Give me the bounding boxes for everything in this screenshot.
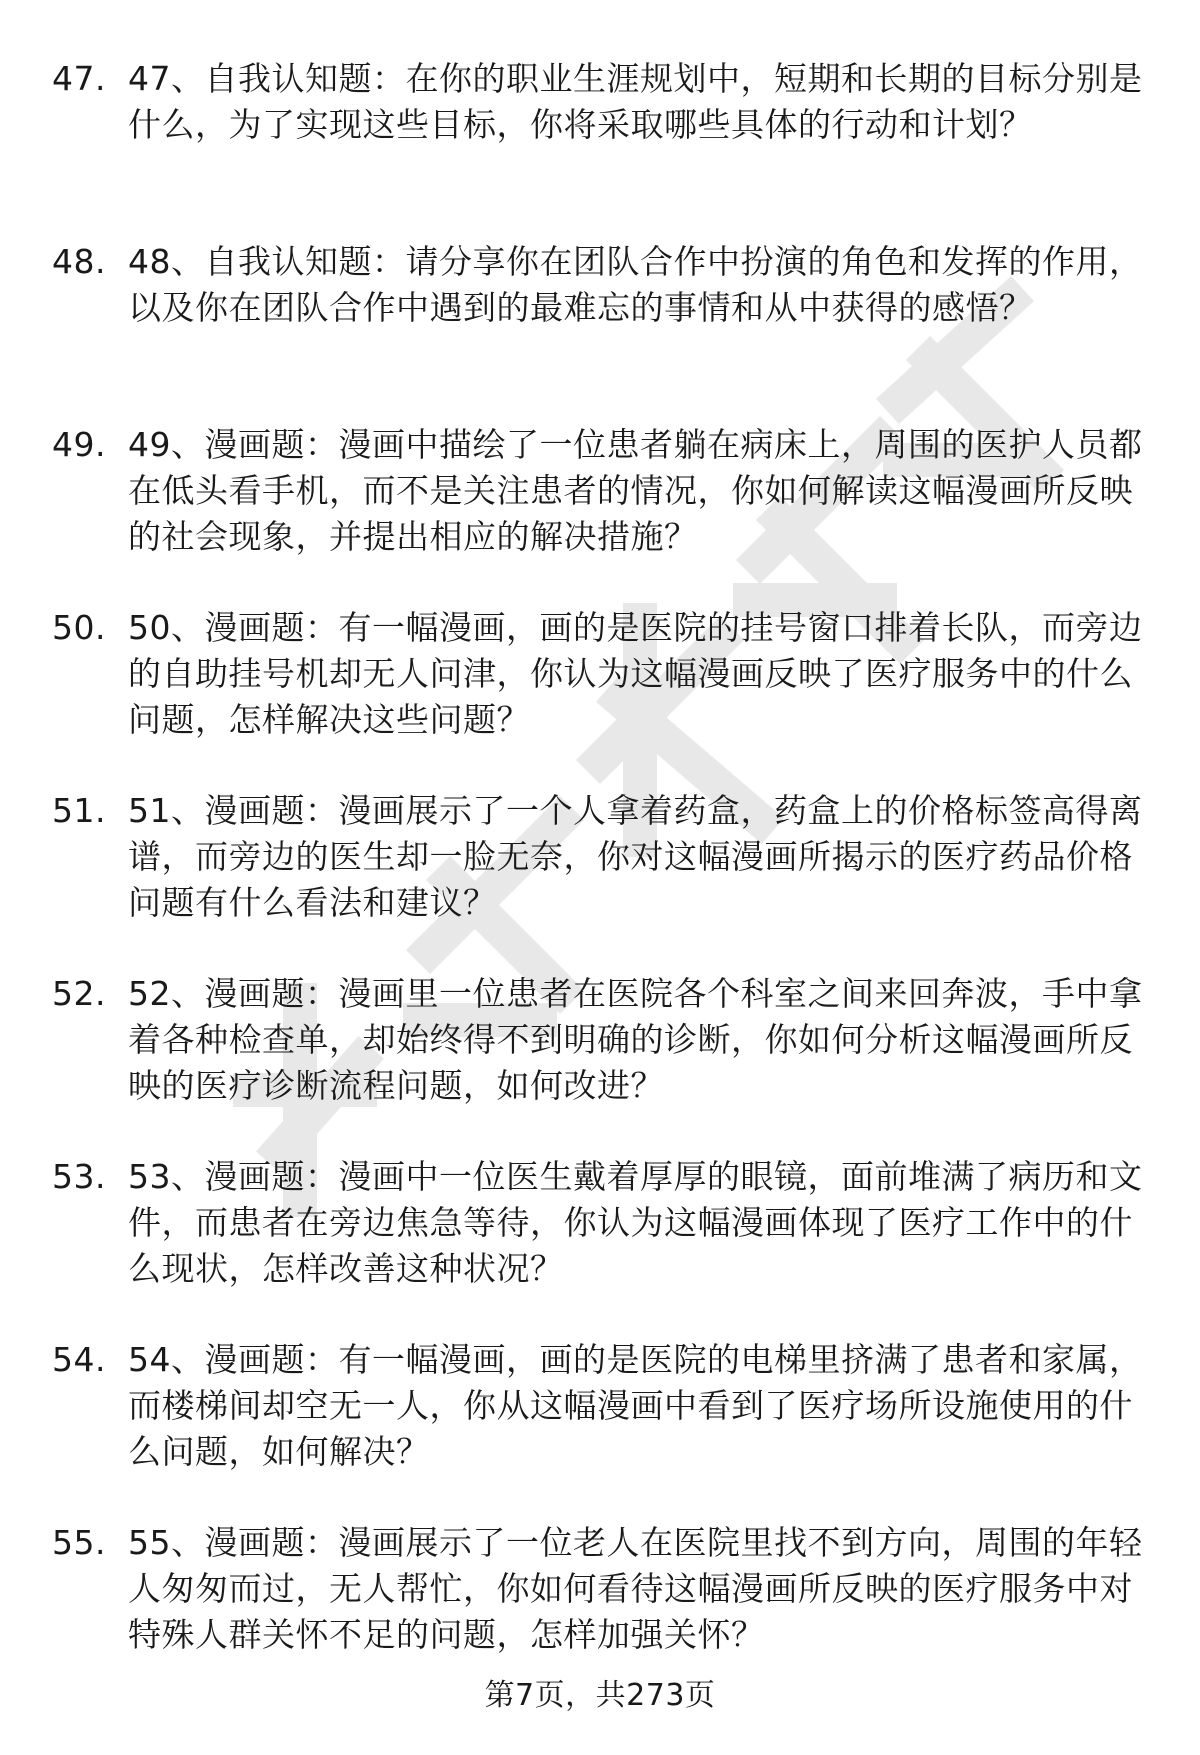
question-text: 51、漫画题：漫画展示了一个人拿着药盒，药盒上的价格标签高得离谱，而旁边的医生却一脸无奈，你对这幅漫画所揭示的医疗药品价格问题有什么看法和建议？: [128, 791, 1143, 922]
question-item: [0, 56, 1200, 239]
question-text: 54、漫画题：有一幅漫画，画的是医院的电梯里挤满了患者和家属，而楼梯间却空无一人，你从这幅漫画中看到了医疗场所设施使用的什么问题，如何解决？: [128, 1340, 1143, 1471]
page-indicator: 第7页，共273页: [484, 1678, 716, 1713]
question-text: 49、漫画题：漫画中描绘了一位患者躺在病床上，周围的医护人员都在低头看手机，而不是关注患者的情况，你如何解读这幅漫画所反映的社会现象，并提出相应的解决措施？: [128, 425, 1143, 556]
question-item: [0, 239, 1200, 422]
question-number: 47.: [52, 59, 106, 98]
question-text: 55、漫画题：漫画展示了一位老人在医院里找不到方向，周围的年轻人匆匆而过，无人帮忙，你如何看待这幅漫画所反映的医疗服务中对特殊人群关怀不足的问题，怎样加强关怀？: [128, 1523, 1143, 1654]
question-text: 53、漫画题：漫画中一位医生戴着厚厚的眼镜，面前堆满了病历和文件，而患者在旁边焦急等待，你认为这幅漫画体现了医疗工作中的什么现状，怎样改善这种状况？: [128, 1157, 1143, 1288]
question-item: [0, 1154, 1200, 1337]
question-text: 52、漫画题：漫画里一位患者在医院各个科室之间来回奔波，手中拿着各种检查单，却始终得不到明确的诊断，你如何分析这幅漫画所反映的医疗诊断流程问题，如何改进？: [128, 974, 1143, 1105]
question-list: [0, 56, 1200, 1703]
question-item: [0, 971, 1200, 1154]
question-number: 54.: [52, 1340, 106, 1379]
question-text: 48、自我认知题：请分享你在团队合作中扮演的角色和发挥的作用，以及你在团队合作中遇到的最难忘的事情和从中获得的感悟？: [128, 242, 1143, 327]
question-number: 49.: [52, 425, 106, 464]
question-number: 55.: [52, 1523, 106, 1562]
question-text: 47、自我认知题：在你的职业生涯规划中，短期和长期的目标分别是什么，为了实现这些目标，你将采取哪些具体的行动和计划？: [128, 59, 1143, 144]
question-number: 53.: [52, 1157, 106, 1196]
question-number: 52.: [52, 974, 106, 1013]
question-number: 51.: [52, 791, 106, 830]
question-number: 48.: [52, 242, 106, 281]
question-item: [0, 1337, 1200, 1520]
question-number: 50.: [52, 608, 106, 647]
question-text: 50、漫画题：有一幅漫画，画的是医院的挂号窗口排着长队，而旁边的自助挂号机却无人问津，你认为这幅漫画反映了医疗服务中的什么问题，怎样解决这些问题？: [128, 608, 1143, 739]
question-item: [0, 422, 1200, 605]
question-item: [0, 605, 1200, 788]
question-item: [0, 788, 1200, 971]
